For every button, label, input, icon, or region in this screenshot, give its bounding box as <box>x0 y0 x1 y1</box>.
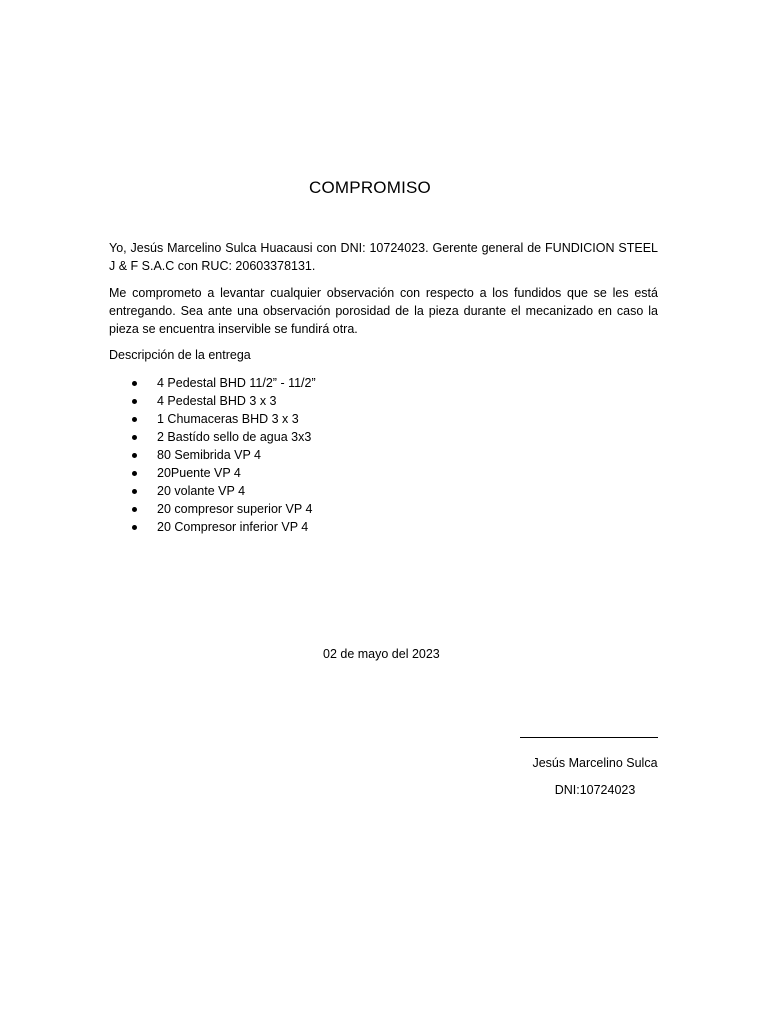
list-item <box>130 464 316 482</box>
list-item-text: 20 volante VP 4 <box>157 484 246 498</box>
list-item-text: 20 compresor superior VP 4 <box>157 502 313 516</box>
bullet-icon <box>132 381 137 386</box>
commitment-paragraph: Me comprometo a levantar cualquier observación con respecto a los fundidos que se les está entregando. Sea ante una observación porosidad de la pieza durante el mecanizado en caso la pieza se encuentra inservible se fundirá otra. <box>109 286 658 336</box>
list-item <box>130 446 316 464</box>
bullet-icon <box>132 525 137 530</box>
bullet-icon <box>132 417 137 422</box>
list-item <box>130 518 316 536</box>
document-title: COMPROMISO <box>309 178 431 197</box>
signature-name: Jesús Marcelino Sulca <box>532 756 658 770</box>
list-item-text: 80 Semibrida VP 4 <box>157 448 261 462</box>
list-item <box>130 374 316 392</box>
list-item <box>130 392 316 410</box>
list-item-text: 20Puente VP 4 <box>157 466 241 480</box>
list-item <box>130 482 316 500</box>
intro-paragraph: Yo, Jesús Marcelino Sulca Huacausi con DNI: 10724023. Gerente general de FUNDICION STEEL J & F S.A.C con RUC: 20603378131. <box>109 241 658 273</box>
bullet-icon <box>132 453 137 458</box>
bullet-icon <box>132 507 137 512</box>
list-item <box>130 500 316 518</box>
bullet-icon <box>132 489 137 494</box>
list-item-text: 2 Bastído sello de agua 3x3 <box>157 430 312 444</box>
list-item-text: 20 Compresor inferior VP 4 <box>157 520 309 534</box>
signature-line <box>520 737 658 738</box>
bullet-icon <box>132 471 137 476</box>
bullet-icon <box>132 399 137 404</box>
bullet-icon <box>132 435 137 440</box>
list-item-text: 4 Pedestal BHD 3 x 3 <box>157 394 277 408</box>
document-date: 02 de mayo del 2023 <box>323 647 440 661</box>
signature-dni: DNI:10724023 <box>554 783 636 797</box>
list-item <box>130 428 316 446</box>
list-item-text: 4 Pedestal BHD 11/2” - 11/2” <box>157 376 316 390</box>
list-item <box>130 410 316 428</box>
list-item-text: 1 Chumaceras BHD 3 x 3 <box>157 412 299 426</box>
delivery-list <box>130 374 316 536</box>
delivery-heading: Descripción de la entrega <box>109 348 251 362</box>
